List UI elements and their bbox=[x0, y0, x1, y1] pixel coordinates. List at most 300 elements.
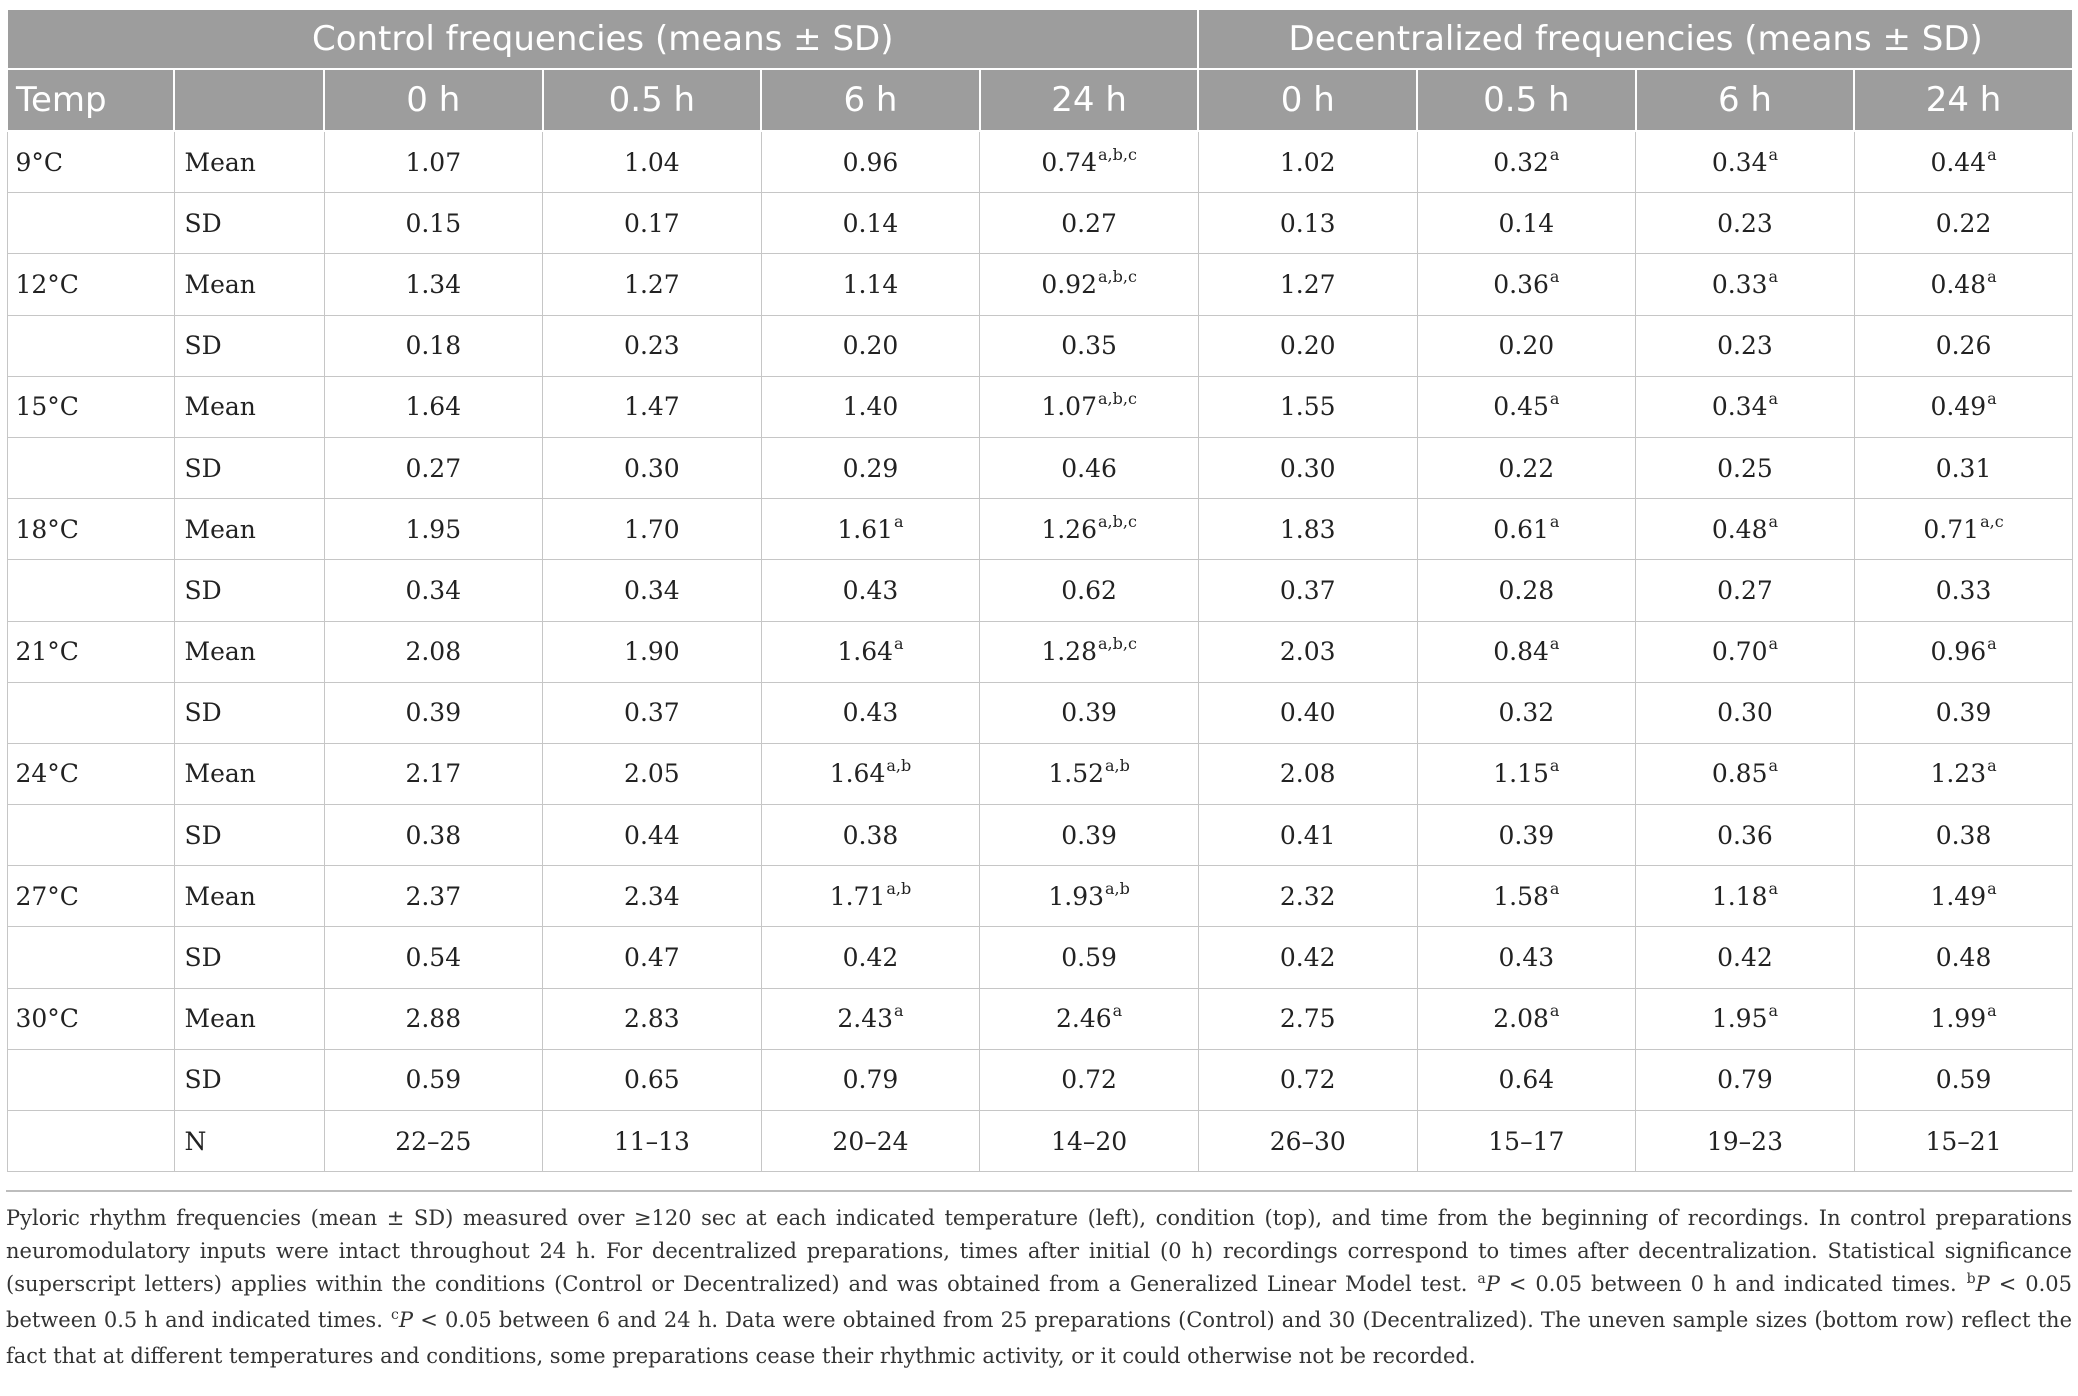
cell-value: 0.59 bbox=[1061, 943, 1117, 973]
cell-value: 1.34 bbox=[405, 269, 462, 299]
value-cell bbox=[1417, 254, 1636, 315]
value-cell bbox=[1636, 254, 1855, 315]
significance-superscript: a bbox=[1987, 1001, 1997, 1021]
time-header: 6 h bbox=[1636, 69, 1855, 131]
footnote-sup-b: b bbox=[1966, 1271, 1976, 1287]
cell-value: 0.38 bbox=[405, 820, 462, 850]
cell-value: 2.32 bbox=[1279, 881, 1336, 911]
value-cell bbox=[761, 805, 980, 866]
cell-value: 0.39 bbox=[1935, 698, 1992, 728]
cell-value: 0.85 bbox=[1711, 759, 1768, 789]
cell-value: 0.49 bbox=[1930, 392, 1987, 422]
cell-value: 0.30 bbox=[624, 453, 680, 483]
significance-superscript: a bbox=[894, 634, 904, 654]
table-row bbox=[7, 499, 2073, 560]
value-cell bbox=[324, 743, 543, 804]
footnote-p-b: P bbox=[1975, 1272, 1990, 1296]
significance-superscript: a bbox=[1768, 1001, 1779, 1021]
value-cell bbox=[1198, 621, 1417, 682]
cell-value: 1.27 bbox=[624, 269, 680, 299]
value-cell bbox=[1417, 743, 1636, 804]
cell-value: 20–24 bbox=[832, 1126, 909, 1156]
table-footnote bbox=[6, 1202, 2072, 1373]
cell-value: 0.70 bbox=[1711, 637, 1768, 667]
value-cell bbox=[1636, 131, 1855, 193]
table-footnote-area bbox=[6, 1190, 2072, 1373]
value-cell bbox=[980, 682, 1199, 743]
value-cell bbox=[543, 621, 762, 682]
cell-value: 2.03 bbox=[1279, 637, 1336, 667]
value-cell bbox=[1854, 866, 2073, 927]
stat-cell: Mean bbox=[174, 621, 324, 682]
cell-value: 0.32 bbox=[1498, 698, 1555, 728]
value-cell bbox=[761, 131, 980, 193]
significance-superscript: a bbox=[1549, 511, 1560, 531]
value-cell bbox=[543, 682, 762, 743]
significance-superscript: a,b bbox=[886, 756, 912, 776]
temp-cell: 21°C bbox=[7, 621, 174, 682]
significance-superscript: a bbox=[1768, 389, 1779, 409]
value-cell bbox=[324, 193, 543, 254]
value-cell bbox=[543, 315, 762, 376]
value-cell bbox=[761, 988, 980, 1049]
cell-value: 1.26 bbox=[1041, 514, 1097, 544]
value-cell bbox=[1636, 315, 1855, 376]
table-row bbox=[7, 1111, 2073, 1172]
value-cell bbox=[1417, 560, 1636, 621]
table-row bbox=[7, 805, 2073, 866]
value-cell bbox=[761, 315, 980, 376]
value-cell bbox=[1854, 927, 2073, 988]
value-cell bbox=[980, 866, 1199, 927]
temp-cell bbox=[7, 682, 174, 743]
stat-cell: Mean bbox=[174, 988, 324, 1049]
temp-cell bbox=[7, 1111, 174, 1172]
cell-value: 0.42 bbox=[842, 943, 899, 973]
cell-value: 0.47 bbox=[624, 943, 680, 973]
cell-value: 0.34 bbox=[405, 575, 462, 605]
cell-value: 0.33 bbox=[1711, 269, 1768, 299]
significance-superscript: a,b bbox=[1105, 878, 1130, 898]
cell-value: 0.23 bbox=[1717, 208, 1773, 238]
value-cell bbox=[1854, 499, 2073, 560]
table-row bbox=[7, 866, 2073, 927]
value-cell bbox=[980, 437, 1199, 498]
cell-value: 0.96 bbox=[842, 147, 899, 177]
value-cell bbox=[1636, 437, 1855, 498]
cell-value: 0.22 bbox=[1935, 208, 1992, 238]
value-cell bbox=[1417, 131, 1636, 193]
cell-value: 0.62 bbox=[1061, 575, 1117, 605]
value-cell bbox=[980, 927, 1199, 988]
significance-superscript: a bbox=[1987, 756, 1997, 776]
significance-superscript: a,b,c bbox=[1097, 266, 1137, 286]
table-row bbox=[7, 254, 2073, 315]
cell-value: 2.17 bbox=[405, 759, 462, 789]
value-cell bbox=[980, 131, 1199, 193]
significance-superscript: a bbox=[1549, 756, 1560, 776]
value-cell bbox=[980, 376, 1199, 437]
value-cell bbox=[1198, 193, 1417, 254]
cell-value: 1.61 bbox=[837, 514, 894, 544]
value-cell bbox=[543, 254, 762, 315]
cell-value: 0.72 bbox=[1061, 1065, 1117, 1095]
cell-value: 1.64 bbox=[837, 637, 894, 667]
value-cell bbox=[1636, 866, 1855, 927]
value-cell bbox=[1636, 682, 1855, 743]
value-cell bbox=[543, 805, 762, 866]
table-row bbox=[7, 376, 2073, 437]
value-cell bbox=[1417, 805, 1636, 866]
cell-value: 1.70 bbox=[624, 514, 680, 544]
cell-value: 1.64 bbox=[405, 392, 462, 422]
stat-cell: SD bbox=[174, 437, 324, 498]
cell-value: 0.48 bbox=[1930, 269, 1987, 299]
significance-superscript: a bbox=[1987, 266, 1997, 286]
value-cell bbox=[761, 743, 980, 804]
value-cell bbox=[543, 437, 762, 498]
cell-value: 1.07 bbox=[405, 147, 462, 177]
footnote-text-c: < 0.05 between 6 and 24 h. Data were obtained from 25 preparations (Control) and 30 (Decentralized). The uneven sample sizes (bottom row) reflect the fact that at different temperatures and conditions, some preparations cease their rhythmic activity, or it could otherwise not be recorded. bbox=[6, 1308, 2072, 1368]
value-cell bbox=[1854, 1049, 2073, 1110]
significance-superscript: a,b,c bbox=[1097, 511, 1137, 531]
significance-superscript: a bbox=[1768, 266, 1779, 286]
value-cell bbox=[324, 866, 543, 927]
cell-value: 0.79 bbox=[1717, 1065, 1773, 1095]
time-header: 0 h bbox=[324, 69, 543, 131]
cell-value: 0.48 bbox=[1935, 943, 1992, 973]
value-cell bbox=[761, 254, 980, 315]
cell-value: 1.58 bbox=[1493, 881, 1549, 911]
significance-superscript: a bbox=[894, 511, 904, 531]
value-cell bbox=[1198, 1049, 1417, 1110]
cell-value: 0.37 bbox=[624, 698, 680, 728]
cell-value: 0.14 bbox=[1498, 208, 1555, 238]
table-row bbox=[7, 682, 2073, 743]
cell-value: 2.75 bbox=[1279, 1004, 1336, 1034]
cell-value: 1.90 bbox=[624, 637, 680, 667]
footnote-text-a: < 0.05 between 0 h and indicated times. bbox=[1499, 1272, 1966, 1296]
cell-value: 0.54 bbox=[405, 943, 462, 973]
cell-value: 1.64 bbox=[829, 759, 886, 789]
cell-value: 0.23 bbox=[1717, 331, 1773, 361]
table-row bbox=[7, 621, 2073, 682]
footnote-sup-a: a bbox=[1477, 1271, 1486, 1287]
time-header: 6 h bbox=[761, 69, 980, 131]
cell-value: 0.20 bbox=[842, 331, 899, 361]
stat-cell: N bbox=[174, 1111, 324, 1172]
table-row bbox=[7, 1049, 2073, 1110]
cell-value: 0.30 bbox=[1717, 698, 1773, 728]
table-row bbox=[7, 988, 2073, 1049]
value-cell bbox=[1417, 376, 1636, 437]
table-row bbox=[7, 437, 2073, 498]
cell-value: 0.18 bbox=[405, 331, 462, 361]
value-cell bbox=[980, 621, 1199, 682]
value-cell bbox=[324, 805, 543, 866]
significance-superscript: a bbox=[1987, 634, 1997, 654]
value-cell bbox=[980, 988, 1199, 1049]
cell-value: 1.55 bbox=[1279, 392, 1336, 422]
cell-value: 0.20 bbox=[1279, 331, 1336, 361]
value-cell bbox=[324, 254, 543, 315]
time-header: 0 h bbox=[1198, 69, 1417, 131]
value-cell bbox=[543, 1049, 762, 1110]
cell-value: 0.32 bbox=[1493, 147, 1549, 177]
value-cell bbox=[543, 927, 762, 988]
significance-superscript: a bbox=[1768, 756, 1779, 776]
value-cell bbox=[1854, 437, 2073, 498]
significance-superscript: a bbox=[1768, 511, 1779, 531]
stat-cell: SD bbox=[174, 315, 324, 376]
significance-superscript: a,b bbox=[1105, 756, 1130, 776]
cell-value: 0.74 bbox=[1041, 147, 1097, 177]
temp-cell: 24°C bbox=[7, 743, 174, 804]
cell-value: 0.92 bbox=[1041, 269, 1097, 299]
cell-value: 0.42 bbox=[1279, 943, 1336, 973]
stat-cell: SD bbox=[174, 193, 324, 254]
cell-value: 0.44 bbox=[1930, 147, 1987, 177]
cell-value: 1.07 bbox=[1041, 392, 1097, 422]
value-cell bbox=[980, 560, 1199, 621]
cell-value: 0.36 bbox=[1493, 269, 1549, 299]
value-cell bbox=[761, 560, 980, 621]
footnote-intro: Pyloric rhythm frequencies (mean ± SD) measured over ≥120 sec at each indicated temperature (left), condition (top), and time from the beginning of recordings. In control preparations neuromodulatory inputs were intact throughout 24 h. For decentralized preparations, times after initial (0 h) recordings correspond to times after decentralization. Statistical significance (superscript letters) applies within the conditions (Control or Decentralized) and was obtained from a Generalized Linear Model test. bbox=[6, 1206, 2072, 1296]
cell-value: 0.38 bbox=[1935, 820, 1992, 850]
temp-cell bbox=[7, 1049, 174, 1110]
cell-value: 0.39 bbox=[405, 698, 462, 728]
cell-value: 0.27 bbox=[1061, 208, 1117, 238]
value-cell bbox=[761, 193, 980, 254]
value-cell bbox=[980, 499, 1199, 560]
value-cell bbox=[543, 131, 762, 193]
value-cell bbox=[1854, 988, 2073, 1049]
cell-value: 0.17 bbox=[624, 208, 680, 238]
cell-value: 0.42 bbox=[1717, 943, 1773, 973]
cell-value: 1.71 bbox=[829, 881, 886, 911]
cell-value: 14–20 bbox=[1051, 1126, 1128, 1156]
cell-value: 0.84 bbox=[1493, 637, 1549, 667]
value-cell bbox=[761, 376, 980, 437]
cell-value: 1.14 bbox=[842, 269, 899, 299]
value-cell bbox=[1854, 743, 2073, 804]
value-cell bbox=[1417, 315, 1636, 376]
cell-value: 0.43 bbox=[1498, 943, 1555, 973]
cell-value: 26–30 bbox=[1269, 1126, 1346, 1156]
value-cell bbox=[324, 988, 543, 1049]
cell-value: 2.05 bbox=[624, 759, 680, 789]
significance-superscript: a,c bbox=[1980, 511, 2004, 531]
time-header: 0.5 h bbox=[1417, 69, 1636, 131]
significance-superscript: a bbox=[1549, 1001, 1560, 1021]
stat-cell: SD bbox=[174, 560, 324, 621]
cell-value: 0.59 bbox=[1935, 1065, 1992, 1095]
cell-value: 0.40 bbox=[1279, 698, 1336, 728]
significance-superscript: a bbox=[1549, 389, 1560, 409]
significance-superscript: a,b,c bbox=[1097, 634, 1137, 654]
cell-value: 0.65 bbox=[624, 1065, 680, 1095]
temp-cell: 9°C bbox=[7, 131, 174, 193]
value-cell bbox=[1417, 1049, 1636, 1110]
significance-superscript: a,b bbox=[886, 878, 912, 898]
significance-superscript: a bbox=[1768, 634, 1779, 654]
value-cell bbox=[761, 437, 980, 498]
value-cell bbox=[1854, 1111, 2073, 1172]
cell-value: 0.64 bbox=[1498, 1065, 1555, 1095]
value-cell bbox=[1854, 376, 2073, 437]
cell-value: 0.23 bbox=[624, 331, 680, 361]
cell-value: 1.52 bbox=[1048, 759, 1105, 789]
column-header-row bbox=[7, 69, 2073, 131]
value-cell bbox=[761, 499, 980, 560]
temp-cell bbox=[7, 927, 174, 988]
stat-cell: Mean bbox=[174, 866, 324, 927]
cell-value: 0.37 bbox=[1279, 575, 1336, 605]
cell-value: 0.15 bbox=[405, 208, 462, 238]
cell-value: 2.88 bbox=[405, 1004, 462, 1034]
cell-value: 1.83 bbox=[1279, 514, 1336, 544]
stat-cell: Mean bbox=[174, 499, 324, 560]
cell-value: 0.39 bbox=[1061, 698, 1117, 728]
footnote-p-c: P bbox=[398, 1308, 414, 1332]
value-cell bbox=[543, 193, 762, 254]
footnote-sup-c: c bbox=[391, 1307, 399, 1323]
cell-value: 2.43 bbox=[837, 1004, 894, 1034]
stat-cell: Mean bbox=[174, 376, 324, 437]
significance-superscript: a bbox=[1112, 1001, 1123, 1021]
cell-value: 1.02 bbox=[1279, 147, 1336, 177]
cell-value: 0.35 bbox=[1061, 331, 1117, 361]
value-cell bbox=[980, 805, 1199, 866]
cell-value: 0.79 bbox=[842, 1065, 899, 1095]
cell-value: 0.33 bbox=[1935, 575, 1992, 605]
cell-value: 11–13 bbox=[613, 1126, 690, 1156]
value-cell bbox=[1198, 315, 1417, 376]
cell-value: 0.34 bbox=[1711, 392, 1768, 422]
significance-superscript: a,b,c bbox=[1097, 144, 1137, 164]
value-cell bbox=[324, 560, 543, 621]
temp-cell: 15°C bbox=[7, 376, 174, 437]
temp-cell: 18°C bbox=[7, 499, 174, 560]
cell-value: 15–21 bbox=[1925, 1126, 2002, 1156]
cell-value: 2.46 bbox=[1056, 1004, 1112, 1034]
value-cell bbox=[1198, 988, 1417, 1049]
cell-value: 2.08 bbox=[1279, 759, 1336, 789]
stat-cell: SD bbox=[174, 682, 324, 743]
temp-header: Temp bbox=[7, 69, 174, 131]
frequency-table-container bbox=[6, 8, 2072, 1172]
value-cell bbox=[980, 1111, 1199, 1172]
cell-value: 0.29 bbox=[842, 453, 899, 483]
cell-value: 0.31 bbox=[1935, 453, 1992, 483]
value-cell bbox=[1636, 988, 1855, 1049]
stat-cell: SD bbox=[174, 805, 324, 866]
cell-value: 2.34 bbox=[624, 881, 680, 911]
temp-cell bbox=[7, 560, 174, 621]
value-cell bbox=[324, 315, 543, 376]
value-cell bbox=[324, 376, 543, 437]
cell-value: 1.28 bbox=[1041, 637, 1097, 667]
cell-value: 1.27 bbox=[1279, 269, 1336, 299]
value-cell bbox=[1854, 560, 2073, 621]
table-row bbox=[7, 131, 2073, 193]
cell-value: 0.30 bbox=[1279, 453, 1336, 483]
value-cell bbox=[1198, 927, 1417, 988]
decentralized-group-header: Decentralized frequencies (means ± SD) bbox=[1198, 9, 2072, 69]
temp-cell: 12°C bbox=[7, 254, 174, 315]
cell-value: 1.93 bbox=[1048, 881, 1105, 911]
cell-value: 0.96 bbox=[1930, 637, 1987, 667]
cell-value: 0.34 bbox=[1711, 147, 1768, 177]
stat-cell: Mean bbox=[174, 131, 324, 193]
cell-value: 0.39 bbox=[1498, 820, 1555, 850]
value-cell bbox=[1198, 805, 1417, 866]
cell-value: 2.83 bbox=[624, 1004, 680, 1034]
significance-superscript: a bbox=[1549, 878, 1560, 898]
table-body bbox=[7, 131, 2073, 1172]
value-cell bbox=[1854, 805, 2073, 866]
value-cell bbox=[1417, 927, 1636, 988]
time-header: 0.5 h bbox=[543, 69, 762, 131]
value-cell bbox=[1854, 193, 2073, 254]
cell-value: 0.71 bbox=[1923, 514, 1980, 544]
cell-value: 1.04 bbox=[624, 147, 680, 177]
significance-superscript: a bbox=[1987, 389, 1997, 409]
cell-value: 1.15 bbox=[1493, 759, 1549, 789]
value-cell bbox=[1198, 437, 1417, 498]
frequency-table bbox=[6, 8, 2074, 1172]
cell-value: 0.20 bbox=[1498, 331, 1555, 361]
cell-value: 2.08 bbox=[405, 637, 462, 667]
temp-cell bbox=[7, 805, 174, 866]
value-cell bbox=[761, 1049, 980, 1110]
cell-value: 22–25 bbox=[395, 1126, 472, 1156]
value-cell bbox=[1417, 193, 1636, 254]
value-cell bbox=[1636, 927, 1855, 988]
value-cell bbox=[1636, 1049, 1855, 1110]
value-cell bbox=[1198, 743, 1417, 804]
value-cell bbox=[543, 866, 762, 927]
table-row bbox=[7, 560, 2073, 621]
cell-value: 0.46 bbox=[1061, 453, 1117, 483]
value-cell bbox=[1636, 499, 1855, 560]
value-cell bbox=[1636, 376, 1855, 437]
value-cell bbox=[1417, 437, 1636, 498]
value-cell bbox=[1198, 499, 1417, 560]
value-cell bbox=[324, 621, 543, 682]
value-cell bbox=[324, 1049, 543, 1110]
time-header: 24 h bbox=[980, 69, 1199, 131]
cell-value: 0.14 bbox=[842, 208, 899, 238]
table-row bbox=[7, 927, 2073, 988]
value-cell bbox=[1417, 988, 1636, 1049]
significance-superscript: a bbox=[1987, 144, 1997, 164]
cell-value: 1.18 bbox=[1711, 881, 1768, 911]
stat-cell: SD bbox=[174, 1049, 324, 1110]
value-cell bbox=[1636, 193, 1855, 254]
cell-value: 0.39 bbox=[1061, 820, 1117, 850]
value-cell bbox=[324, 1111, 543, 1172]
cell-value: 0.44 bbox=[624, 820, 680, 850]
significance-superscript: a bbox=[1549, 266, 1560, 286]
value-cell bbox=[324, 927, 543, 988]
value-cell bbox=[1636, 805, 1855, 866]
temp-cell: 27°C bbox=[7, 866, 174, 927]
significance-superscript: a bbox=[1987, 878, 1997, 898]
significance-superscript: a,b,c bbox=[1097, 389, 1137, 409]
value-cell bbox=[324, 682, 543, 743]
value-cell bbox=[1417, 621, 1636, 682]
